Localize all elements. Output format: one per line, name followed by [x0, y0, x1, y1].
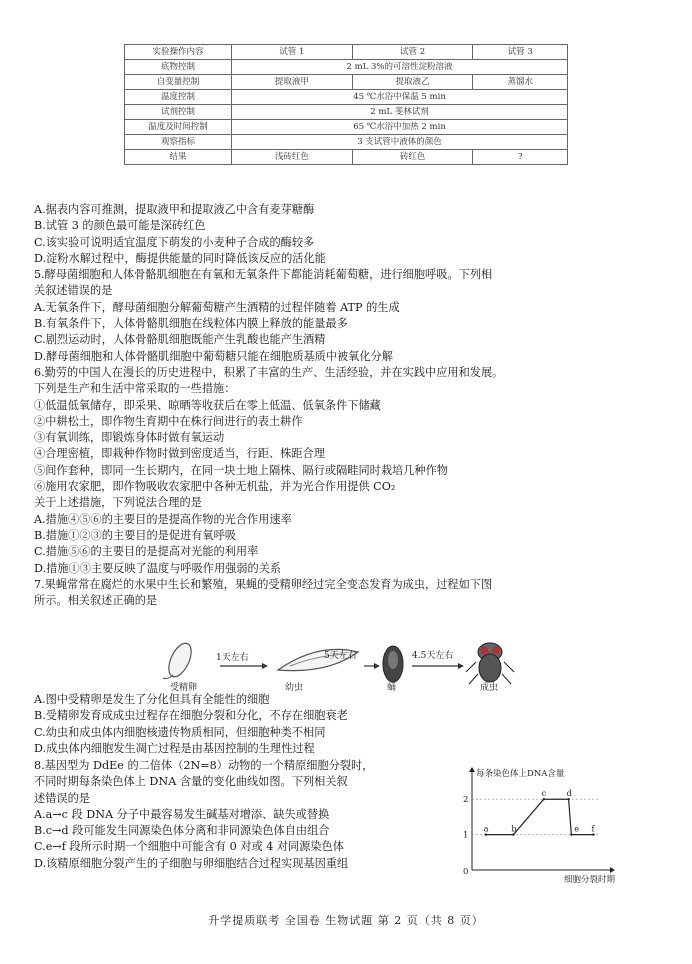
data-point: [543, 798, 545, 800]
table-cell: 蒸馏水: [473, 75, 568, 90]
text-line: D.该精原细胞分裂产生的子细胞与卵细胞结合过程实现基因重组: [34, 856, 349, 870]
experiment-table: [124, 44, 568, 165]
table-cell: 浅砖红色: [232, 150, 353, 165]
text-line: B.措施①②③的主要目的是促进有氧呼吸: [34, 528, 236, 542]
text-line: D.措施①③主要反映了温度与呼吸作用强弱的关系: [34, 561, 282, 575]
point-label: b: [511, 824, 517, 834]
y-tick-label: 2: [463, 795, 469, 806]
text-line: B.有氧条件下，人体骨骼肌细胞在线粒体内膜上释放的能量最多: [34, 317, 348, 331]
text-line: B.c→d 段可能发生同源染色体分离和非同源染色体自由组合: [34, 824, 330, 838]
text-line: B.受精卵发育成成虫过程存在细胞分裂和分化，不存在细胞衰老: [34, 709, 348, 723]
text-line: 不同时期每条染色体上 DNA 含量的变化曲线如图。下列相关叙: [34, 775, 348, 789]
text-line: 述错误的是: [34, 791, 90, 805]
table-header-cell: 实验操作内容: [125, 45, 232, 60]
stage-label: 蛹: [387, 683, 397, 693]
table-row-label: 结果: [125, 150, 232, 165]
adult-fly-icon: [466, 643, 514, 684]
text-line: ②中耕松土，即作物生育期中在株行间进行的表土耕作: [34, 414, 303, 428]
data-point: [567, 798, 569, 800]
text-line: A.据表内容可推测，提取液甲和提取液乙中含有麦芽糖酶: [34, 203, 315, 216]
stage-label: 受精卵: [170, 683, 198, 693]
question-text-block: [34, 202, 654, 609]
table-cell: 2 mL 3%的可溶性淀粉溶液: [232, 60, 568, 75]
table-cell: 提取液乙: [352, 75, 473, 90]
table-cell: 2 mL 斐林试剂: [232, 105, 568, 120]
arrow-icon: [220, 663, 268, 669]
data-point: [592, 833, 594, 835]
text-line: A.措施④⑤⑥的主要目的是提高作物的光合作用速率: [34, 512, 292, 526]
table-row-label: 试剂控制: [125, 105, 232, 120]
text-line: ①低温低氧储存，即采果、晾晒等收获后在零上低温、低氧条件下储藏: [34, 398, 381, 412]
text-line: 下列是生产和生活中常采取的一些措施：: [34, 382, 236, 396]
text-line: A.图中受精卵是发生了分化但具有全能性的细胞: [34, 693, 270, 706]
table-row: [125, 150, 568, 165]
point-label: d: [566, 789, 572, 799]
chart-title: 每条染色体上DNA含量: [476, 769, 565, 779]
point-label: c: [541, 789, 547, 799]
dna-content-chart: [452, 760, 622, 885]
stage-label: 幼虫: [285, 683, 304, 693]
text-line: C.幼虫和成虫体内细胞核遗传物质相同，但细胞种类不相同: [34, 725, 326, 739]
table-row-label: 温度及时间控制: [125, 120, 232, 135]
y-axis-arrow: [469, 767, 475, 772]
table-row: [125, 120, 568, 135]
table-row: [125, 105, 568, 120]
table-header-cell: 试管 1: [232, 45, 353, 60]
text-line: 关于上述措施，下列说法合理的是: [34, 496, 202, 510]
text-line: D.成虫体内细胞发生凋亡过程是由基因控制的生理性过程: [34, 741, 315, 755]
table-cell: 3 支试管中液体的颜色: [232, 135, 568, 150]
table-cell: 提取液甲: [232, 75, 353, 90]
text-line: A.无氧条件下，酵母菌细胞分解葡萄糖产生酒精的过程伴随着 ATP 的生成: [34, 300, 400, 314]
egg-icon: [163, 640, 196, 680]
text-line: B.试管 3 的颜色最可能是深砖红色: [34, 219, 206, 233]
text-line: 5.酵母菌细胞和人体骨骼肌细胞在有氧和无氧条件下都能消耗葡萄糖，进行细胞呼吸。下列相: [34, 268, 493, 282]
text-line: C.措施⑤⑥的主要目的是提高对光能的利用率: [34, 545, 259, 559]
text-line: 关叙述错误的是: [34, 284, 113, 298]
text-line: D.酵母菌细胞和人体骨骼肌细胞中葡萄糖只能在细胞质基质中被氧化分解: [34, 349, 393, 363]
arrow-label: 1天左右: [216, 653, 249, 663]
table-row-label: 温度控制: [125, 90, 232, 105]
life-cycle-figure: [150, 630, 530, 692]
table-header-cell: 试管 2: [352, 45, 473, 60]
data-point: [570, 833, 572, 835]
table-row: [125, 90, 568, 105]
table-row: [125, 60, 568, 75]
text-line: 6.勤劳的中国人在漫长的历史进程中，积累了丰富的生产、生活经验，并在实践中应用和发展。: [34, 365, 504, 379]
life-cycle-drawing: [150, 630, 530, 692]
text-line: 所示。相关叙述正确的是: [34, 594, 158, 608]
text-line: C.剧烈运动时，人体骨骼肌细胞既能产生乳酸也能产生酒精: [34, 333, 326, 347]
table-header-cell: 试管 3: [473, 45, 568, 60]
x-axis-arrow: [610, 867, 615, 873]
y-tick-label: 1: [463, 830, 469, 841]
data-point: [485, 833, 487, 835]
text-line: 7.果蝇常常在腐烂的水果中生长和繁殖，果蝇的受精卵经过完全变态发育为成虫，过程如下图: [34, 577, 493, 591]
point-label: a: [483, 824, 489, 834]
arrow-icon: [412, 663, 464, 669]
text-line: ④合理密植，即栽种作物时做到密度适当，行距、株距合理: [34, 447, 325, 461]
stage-label: 成虫: [480, 683, 499, 693]
pupa-icon: [383, 646, 403, 682]
arrow-icon: [364, 663, 380, 669]
text-line: A.a→c 段 DNA 分子中最容易发生碱基对增添、缺失或替换: [34, 807, 330, 821]
text-line: ⑤间作套种，即同一生长期内，在同一块土地上隔株、隔行或隔畦同时栽培几种作物: [34, 463, 448, 477]
table-row-label: 底物控制: [125, 60, 232, 75]
page-footer: 升学提质联考 全国卷 生物试题 第 2 页（共 8 页）: [208, 914, 484, 927]
table-cell: 65 ℃水浴中加热 2 min: [232, 120, 568, 135]
table-cell: ?: [473, 150, 568, 165]
point-label: f: [591, 824, 595, 834]
table-row: [125, 135, 568, 150]
data-point: [512, 833, 514, 835]
text-line: C.该实验可说明适宜温度下萌发的小麦种子合成的酶较多: [34, 235, 315, 249]
table-cell: 45 ℃水浴中保温 5 min: [232, 90, 568, 105]
origin-label: 0: [463, 867, 469, 877]
question-text-block: [34, 692, 654, 757]
table-row-label: 自变量控制: [125, 75, 232, 90]
text-line: ⑥施用农家肥，即作物吸收农家肥中各种无机盐，并为光合作用提供 CO₂: [34, 480, 396, 494]
point-label: e: [574, 824, 580, 834]
arrow-label: 5天左右: [324, 651, 357, 661]
arrow-label: 4.5天左右: [412, 651, 454, 661]
text-line: D.淀粉水解过程中，酶提供能量的同时降低该反应的活化能: [34, 251, 326, 265]
text-line: 8.基因型为 DdEe 的二倍体（2N=8）动物的一个精原细胞分裂时，: [34, 759, 374, 772]
text-line: ③有氧训练，即锻炼身体时做有氧运动: [34, 431, 225, 445]
table-cell: 砖红色: [352, 150, 473, 165]
table-header-row: [125, 45, 568, 60]
x-axis-label: 细胞分裂时期: [564, 875, 616, 885]
table-row: [125, 75, 568, 90]
table-row-label: 观察指标: [125, 135, 232, 150]
text-line: C.e→f 段所示时期一个细胞中可能含有 0 对或 4 对同源染色体: [34, 840, 344, 854]
